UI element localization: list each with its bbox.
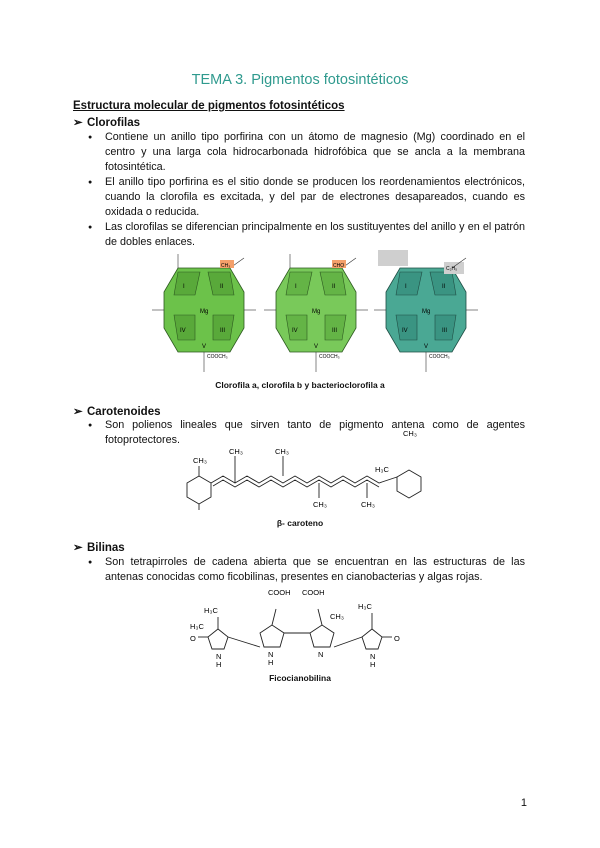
- nh-label-2: N: [268, 650, 274, 659]
- bullet-bilinas-1: ● Son tetrapirroles de cadena abierta que se encuentran en las estructuras de las antenas conocidas como ficobilinas, presentes en cianobacterias y algas rojas.: [105, 555, 525, 585]
- sub-bchl-label: C₂H₅: [446, 266, 458, 272]
- heading-bilinas: [73, 540, 125, 554]
- ring-iv-label-a: IV: [180, 328, 186, 334]
- cooh-label-2: COOH: [302, 588, 325, 597]
- chlorophyll-b-structure: [264, 254, 368, 372]
- h-label-2: H: [268, 658, 274, 667]
- bullet-clorofilas-2: ● El anillo tipo porfirina es el sitio donde se producen los reordenamientos electrónicos, cuando la clorofila es excitada, y del par de electrones desapareados, cuando es oxidada o reducida.: [105, 175, 525, 220]
- heading-carotenoides-text: Carotenoides: [87, 406, 161, 418]
- ch3-label: CH₃: [330, 612, 344, 621]
- chlorophyll-figure: [150, 250, 480, 375]
- ring-iii-label-a: III: [220, 328, 226, 334]
- ring-v-label-bchl: V: [424, 344, 429, 350]
- bullet-carotenoides-1: ● Son polienos lineales que sirven tanto de pigmento antena como de agentes fotoprotectores.: [105, 418, 525, 448]
- chlorophyll-a-structure: [152, 254, 256, 372]
- h-label-1: H: [216, 660, 222, 669]
- page-title: TEMA 3. Pigmentos fotosintéticos: [191, 72, 409, 88]
- heading-carotenoides: [73, 404, 161, 418]
- methyl-label-7: CH₃: [403, 429, 417, 438]
- ring-iv-label-b: IV: [292, 328, 298, 334]
- page-number: 1: [520, 797, 527, 809]
- arrow-bullet-icon: ➢: [73, 406, 83, 418]
- ester-label-bchl: COOCH₃: [429, 354, 450, 360]
- ring-ii-label-b: II: [332, 284, 336, 290]
- ring-i-label-bchl: I: [405, 284, 407, 290]
- o-label-2: O: [394, 634, 400, 643]
- methyl-label-1: CH₃: [193, 456, 207, 465]
- nh-label-1: N: [216, 652, 222, 661]
- ring-v-label-b: V: [314, 344, 319, 350]
- ester-label-b: COOCH₃: [319, 354, 340, 360]
- bullet-clorofilas-1: ● Contiene un anillo tipo porfirina con un átomo de magnesio (Mg) coordinado en el centro y una larga cola hidrocarbonada hidrofóbica que se ancla a la membrana fotosintética.: [105, 130, 525, 175]
- svg-text:CH₃: CH₃: [221, 263, 231, 269]
- methyl-label-3: CH₃: [275, 447, 289, 456]
- arrow-bullet-icon: ➢: [73, 542, 83, 554]
- heading-bilinas-text: Bilinas: [87, 542, 125, 554]
- mg-label-bchl: Mg: [422, 309, 431, 315]
- ring-v-label-a: V: [202, 344, 207, 350]
- caption-clorofilas: Clorofila a, clorofila b y bacterioclorofila a: [215, 380, 385, 390]
- ring-i-label-b: I: [295, 284, 297, 290]
- h3c-label-3: H₃C: [358, 602, 372, 611]
- methyl-label-4: CH₃: [313, 500, 327, 509]
- bullet-clorofilas-3: ● Las clorofilas se diferencian principalmente en los sustituyentes del anillo y en el patrón de dobles enlaces.: [105, 220, 525, 250]
- n-label-3: N: [318, 650, 324, 659]
- ring-ii-label-a: II: [220, 284, 224, 290]
- heading-clorofilas: [73, 115, 140, 129]
- heading-clorofilas-text: Clorofilas: [87, 117, 141, 129]
- ring-iii-label-bchl: III: [442, 328, 448, 334]
- methyl-label-6: H₃C: [375, 465, 389, 474]
- methyl-label-2: CH₃: [229, 447, 243, 456]
- ester-label-a: COOCH₃: [207, 354, 228, 360]
- sub-b-label: CHO: [333, 263, 345, 269]
- h3c-label-1: H₃C: [204, 606, 218, 615]
- ring-i-label-a: I: [183, 284, 185, 290]
- beta-carotene-figure: [175, 428, 435, 513]
- ring-iv-label-bchl: IV: [402, 328, 408, 334]
- caption-carotenoides: β- caroteno: [276, 518, 324, 528]
- phycocyanobilin-figure: [190, 585, 410, 670]
- nh-label-4: N: [370, 652, 376, 661]
- o-label-1: O: [190, 634, 196, 643]
- arrow-bullet-icon: ➢: [73, 117, 83, 129]
- cooh-label-1: COOH: [268, 588, 291, 597]
- mg-label-b: Mg: [312, 309, 321, 315]
- h3c-label-2: H₃C: [190, 622, 204, 631]
- ring-iii-label-b: III: [332, 328, 338, 334]
- bacteriochlorophyll-a-structure: [374, 250, 478, 372]
- ring-ii-label-bchl: II: [442, 284, 446, 290]
- h-label-4: H: [370, 660, 376, 669]
- methyl-label-5: CH₃: [361, 500, 375, 509]
- section-subtitle: Estructura molecular de pigmentos fotosintéticos: [73, 100, 345, 112]
- mg-label-a: Mg: [200, 309, 209, 315]
- caption-bilinas: Ficocianobilina: [269, 673, 331, 683]
